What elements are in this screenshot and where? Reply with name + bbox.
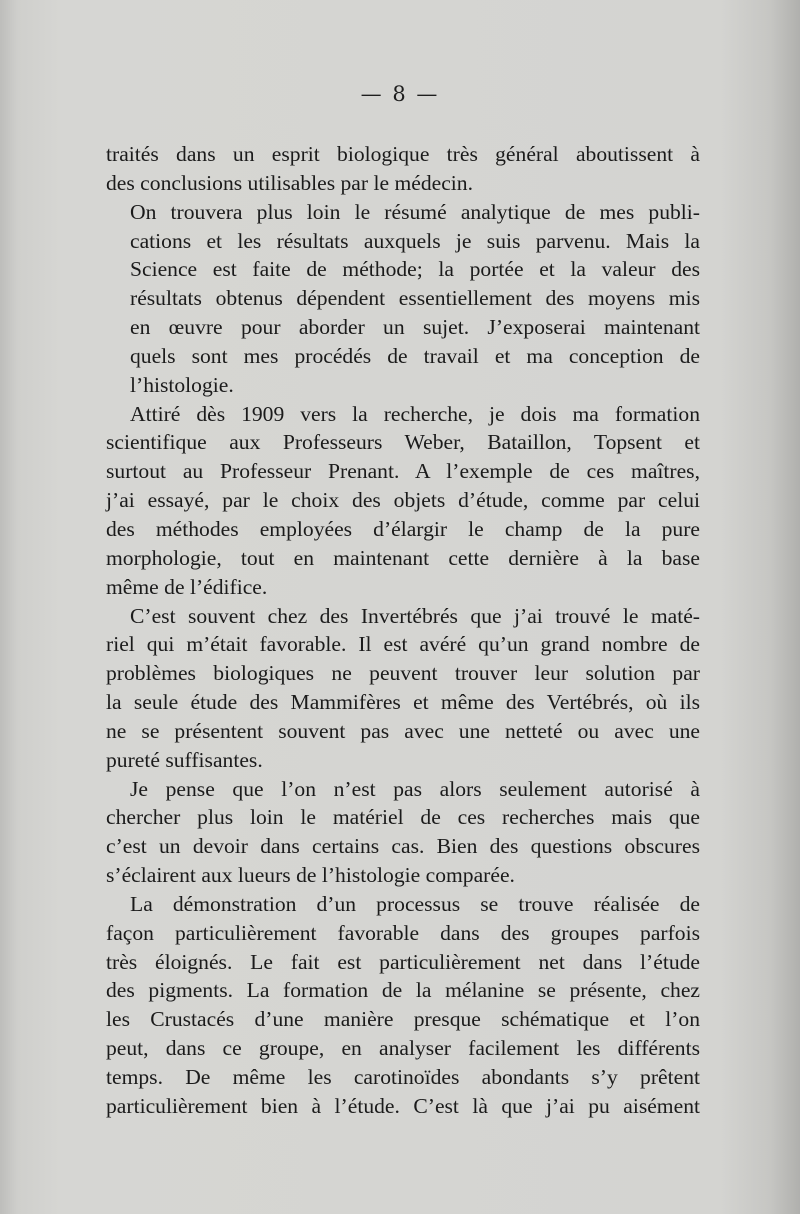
text-line: des conclusions utilisables par le médecin.: [106, 170, 473, 195]
text-line: l’histologie.: [130, 372, 234, 397]
text-line: peut, dans ce groupe, en analyser facilement les différents: [106, 1036, 700, 1061]
text-line: scientifique aux Professeurs Weber, Bataillon, Topsent et: [106, 430, 700, 455]
text-line: problèmes biologiques ne peuvent trouver leur solution par: [106, 661, 700, 686]
text-line: s’éclairent aux lueurs de l’histologie comparée.: [106, 863, 515, 888]
text-line: les Crustacés d’une manière presque schématique et l’on: [106, 1007, 700, 1032]
text-line: façon particulièrement favorable dans des groupes parfois: [106, 920, 700, 945]
paragraph-1: [106, 140, 700, 198]
paragraph-2: [106, 198, 700, 400]
text-line: morphologie, tout en maintenant cette dernière à la base: [106, 545, 700, 570]
page-number: — 8 —: [360, 82, 440, 106]
text-line: j’ai essayé, par le choix des objets d’étude, comme par celui: [106, 488, 700, 513]
paragraph-4: [106, 602, 700, 775]
text-line: cations et les résultats auxquels je suis parvenu. Mais la: [130, 228, 700, 253]
text-line: On trouvera plus loin le résumé analytique de mes publi-: [130, 199, 700, 224]
text-line: quels sont mes procédés de travail et ma conception de: [130, 343, 700, 368]
text-line: riel qui m’était favorable. Il est avéré qu’un grand nombre de: [106, 632, 700, 657]
text-line: très éloignés. Le fait est particulièrement net dans l’étude: [106, 949, 700, 974]
text-line: Attiré dès 1909 vers la recherche, je dois ma formation: [130, 401, 700, 426]
text-line: c’est un devoir dans certains cas. Bien des questions obscures: [106, 834, 700, 859]
text-line: même de l’édifice.: [106, 574, 268, 599]
paragraph-5: [106, 775, 700, 890]
text-line: chercher plus loin le matériel de ces recherches mais que: [106, 805, 700, 830]
body-text: [106, 140, 700, 1121]
text-line: traités dans un esprit biologique très général aboutissent à: [106, 142, 700, 166]
text-line: des méthodes employées d’élargir le champ de la pure: [106, 516, 700, 541]
text-line: la seule étude des Mammifères et même des Vertébrés, où ils: [106, 690, 700, 715]
text-line: C’est souvent chez des Invertébrés que j’ai trouvé le maté-: [130, 603, 700, 628]
text-line: ne se présentent souvent pas avec une netteté ou avec une: [106, 718, 700, 743]
text-line: surtout au Professeur Prenant. A l’exemple de ces maîtres,: [106, 459, 700, 484]
text-line: des pigments. La formation de la mélanine se présente, chez: [106, 978, 700, 1003]
text-line: en œuvre pour aborder un sujet. J’exposerai maintenant: [130, 315, 700, 340]
text-line: résultats obtenus dépendent essentiellement des moyens mis: [130, 286, 700, 311]
text-line: Science est faite de méthode; la portée et la valeur des: [130, 257, 700, 282]
text-line: La démonstration d’un processus se trouve réalisée de: [130, 891, 700, 916]
paragraph-3: [106, 400, 700, 602]
text-line: particulièrement bien à l’étude. C’est là que j’ai pu aisément: [106, 1093, 700, 1118]
paragraph-6: [106, 890, 700, 1121]
text-line: pureté suffisantes.: [106, 747, 263, 772]
text-line: temps. De même les carotinoïdes abondants s’y prêtent: [106, 1065, 700, 1089]
text-line: Je pense que l’on n’est pas alors seulement autorisé à: [130, 776, 700, 801]
